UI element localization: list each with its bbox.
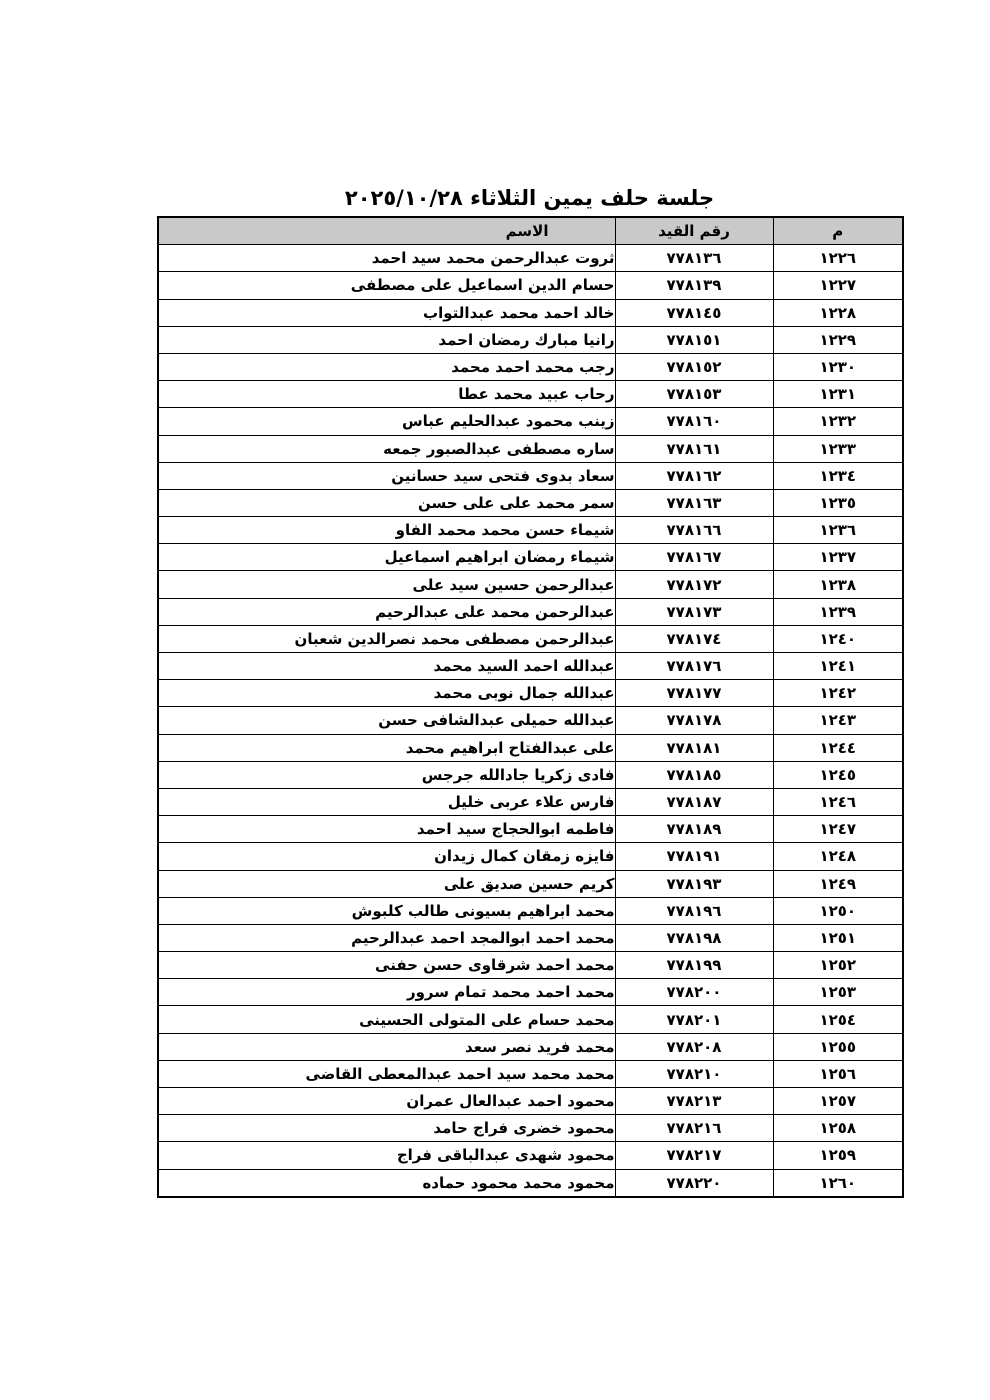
row-name: رانيا مبارك رمضان احمد [158, 326, 615, 353]
row-seq-number: ١٢٥٢ [773, 952, 903, 979]
row-registration-number: ٧٧٨٢١٧ [615, 1142, 773, 1169]
oath-session-table [157, 216, 904, 1198]
table-row [158, 653, 903, 680]
row-seq-number: ١٢٣٥ [773, 489, 903, 516]
table-row [158, 707, 903, 734]
table-row [158, 843, 903, 870]
row-registration-number: ٧٧٨١٦٢ [615, 462, 773, 489]
header-registration-number: رقم القيد [615, 217, 773, 245]
row-registration-number: ٧٧٨١٧٨ [615, 707, 773, 734]
row-name: محمد فريد نصر سعد [158, 1033, 615, 1060]
row-seq-number: ١٢٥٠ [773, 897, 903, 924]
row-name: رجب محمد احمد محمد [158, 353, 615, 380]
table-row [158, 299, 903, 326]
row-seq-number: ١٢٢٨ [773, 299, 903, 326]
document-title: جلسة حلف يمين الثلاثاء ٢٠٢٥/١٠/٢٨ [344, 186, 715, 210]
row-registration-number: ٧٧٨١٧٢ [615, 571, 773, 598]
row-name: فايزه زمقان كمال زيدان [158, 843, 615, 870]
row-name: محمود محمد محمود حماده [158, 1169, 615, 1197]
row-seq-number: ١٢٦٠ [773, 1169, 903, 1197]
row-registration-number: ٧٧٨١٨٩ [615, 816, 773, 843]
row-name: شيماء حسن محمد محمد الفاو [158, 517, 615, 544]
table-row [158, 788, 903, 815]
table-header-row [158, 217, 903, 245]
row-name: محمد حسام على المتولى الحسينى [158, 1006, 615, 1033]
table-row [158, 598, 903, 625]
row-name: فاطمه ابوالحجاج سيد احمد [158, 816, 615, 843]
row-name: شيماء رمضان ابراهيم اسماعيل [158, 544, 615, 571]
row-seq-number: ١٢٤١ [773, 653, 903, 680]
table-row [158, 897, 903, 924]
row-registration-number: ٧٧٨٢١٣ [615, 1088, 773, 1115]
row-name: خالد احمد محمد عبدالتواب [158, 299, 615, 326]
table-row [158, 353, 903, 380]
row-seq-number: ١٢٥٥ [773, 1033, 903, 1060]
row-seq-number: ١٢٥٧ [773, 1088, 903, 1115]
row-registration-number: ٧٧٨١٦٣ [615, 489, 773, 516]
row-name: ساره مصطفى عبدالصبور جمعه [158, 435, 615, 462]
row-registration-number: ٧٧٨١٦٠ [615, 408, 773, 435]
table-row [158, 734, 903, 761]
row-registration-number: ٧٧٨١٥٣ [615, 381, 773, 408]
table-row [158, 517, 903, 544]
row-name: عبدالرحمن محمد على عبدالرحيم [158, 598, 615, 625]
row-seq-number: ١٢٤٠ [773, 625, 903, 652]
row-registration-number: ٧٧٨١٦٧ [615, 544, 773, 571]
row-registration-number: ٧٧٨١٩٦ [615, 897, 773, 924]
table-row [158, 979, 903, 1006]
row-name: سمر محمد على على حسن [158, 489, 615, 516]
row-registration-number: ٧٧٨١٨١ [615, 734, 773, 761]
row-seq-number: ١٢٢٦ [773, 245, 903, 272]
row-name: محمد احمد محمد تمام سرور [158, 979, 615, 1006]
row-registration-number: ٧٧٨١٧٦ [615, 653, 773, 680]
row-seq-number: ١٢٤٤ [773, 734, 903, 761]
row-seq-number: ١٢٤٨ [773, 843, 903, 870]
table-row [158, 435, 903, 462]
table-row [158, 625, 903, 652]
table-row [158, 1169, 903, 1197]
row-name: محمد احمد ابوالمجد احمد عبدالرحيم [158, 924, 615, 951]
table-row [158, 1115, 903, 1142]
row-seq-number: ١٢٣٠ [773, 353, 903, 380]
row-registration-number: ٧٧٨١٩١ [615, 843, 773, 870]
row-registration-number: ٧٧٨٢١٠ [615, 1060, 773, 1087]
row-seq-number: ١٢٥١ [773, 924, 903, 951]
row-registration-number: ٧٧٨١٤٥ [615, 299, 773, 326]
row-seq-number: ١٢٤٣ [773, 707, 903, 734]
row-seq-number: ١٢٥٩ [773, 1142, 903, 1169]
row-registration-number: ٧٧٨٢٠٨ [615, 1033, 773, 1060]
row-name: ثروت عبدالرحمن محمد سيد احمد [158, 245, 615, 272]
table-row [158, 381, 903, 408]
row-seq-number: ١٢٤٦ [773, 788, 903, 815]
header-seq: م [773, 217, 903, 245]
table-row [158, 272, 903, 299]
row-seq-number: ١٢٤٢ [773, 680, 903, 707]
row-registration-number: ٧٧٨١٩٩ [615, 952, 773, 979]
table-row [158, 1060, 903, 1087]
row-name: محمد احمد شرقاوى حسن حفنى [158, 952, 615, 979]
row-registration-number: ٧٧٨٢١٦ [615, 1115, 773, 1142]
row-registration-number: ٧٧٨١٧٤ [615, 625, 773, 652]
table-body [158, 245, 903, 1197]
row-registration-number: ٧٧٨٢٠١ [615, 1006, 773, 1033]
table-row [158, 489, 903, 516]
table-row [158, 761, 903, 788]
row-registration-number: ٧٧٨١٩٣ [615, 870, 773, 897]
table-row [158, 1033, 903, 1060]
row-registration-number: ٧٧٨١٧٧ [615, 680, 773, 707]
row-seq-number: ١٢٤٥ [773, 761, 903, 788]
table-row [158, 870, 903, 897]
row-name: رحاب عبيد محمد عطا [158, 381, 615, 408]
table-row [158, 1142, 903, 1169]
table-row [158, 1006, 903, 1033]
table-row [158, 544, 903, 571]
row-seq-number: ١٢٣٩ [773, 598, 903, 625]
row-registration-number: ٧٧٨١٥١ [615, 326, 773, 353]
row-registration-number: ٧٧٨١٦٦ [615, 517, 773, 544]
row-registration-number: ٧٧٨١٣٦ [615, 245, 773, 272]
row-seq-number: ١٢٢٧ [773, 272, 903, 299]
row-name: فارس علاء عربى خليل [158, 788, 615, 815]
table-row [158, 952, 903, 979]
row-seq-number: ١٢٤٩ [773, 870, 903, 897]
row-registration-number: ٧٧٨١٩٨ [615, 924, 773, 951]
row-name: سعاد بدوى فتحى سيد حسانين [158, 462, 615, 489]
table-row [158, 462, 903, 489]
row-name: حسام الدين اسماعيل على مصطفى [158, 272, 615, 299]
row-registration-number: ٧٧٨١٥٢ [615, 353, 773, 380]
table-row [158, 326, 903, 353]
row-name: محمود خضرى فراج حامد [158, 1115, 615, 1142]
header-name: الاسم [158, 217, 615, 245]
row-seq-number: ١٢٣٢ [773, 408, 903, 435]
row-registration-number: ٧٧٨١٣٩ [615, 272, 773, 299]
row-name: عبدالله جمال نوبى محمد [158, 680, 615, 707]
table-row [158, 1088, 903, 1115]
row-seq-number: ١٢٥٣ [773, 979, 903, 1006]
row-registration-number: ٧٧٨٢٠٠ [615, 979, 773, 1006]
row-name: عبدالله حميلى عبدالشافى حسن [158, 707, 615, 734]
row-seq-number: ١٢٣٦ [773, 517, 903, 544]
row-name: محمود احمد عبدالعال عمران [158, 1088, 615, 1115]
row-seq-number: ١٢٤٧ [773, 816, 903, 843]
row-seq-number: ١٢٣٣ [773, 435, 903, 462]
row-seq-number: ١٢٥٨ [773, 1115, 903, 1142]
row-seq-number: ١٢٣٨ [773, 571, 903, 598]
row-name: عبدالله احمد السيد محمد [158, 653, 615, 680]
table-row [158, 408, 903, 435]
row-seq-number: ١٢٥٦ [773, 1060, 903, 1087]
row-registration-number: ٧٧٨١٨٥ [615, 761, 773, 788]
row-seq-number: ١٢٢٩ [773, 326, 903, 353]
row-seq-number: ١٢٣٧ [773, 544, 903, 571]
table-row [158, 571, 903, 598]
table-row [158, 924, 903, 951]
row-name: محمد محمد سيد احمد عبدالمعطى القاضى [158, 1060, 615, 1087]
row-seq-number: ١٢٥٤ [773, 1006, 903, 1033]
row-registration-number: ٧٧٨١٨٧ [615, 788, 773, 815]
row-name: فادى زكريا جادالله جرجس [158, 761, 615, 788]
row-name: على عبدالفتاح ابراهيم محمد [158, 734, 615, 761]
row-registration-number: ٧٧٨١٧٣ [615, 598, 773, 625]
row-name: كريم حسين صديق على [158, 870, 615, 897]
row-registration-number: ٧٧٨١٦١ [615, 435, 773, 462]
row-registration-number: ٧٧٨٢٢٠ [615, 1169, 773, 1197]
row-seq-number: ١٢٣١ [773, 381, 903, 408]
table-row [158, 816, 903, 843]
row-name: زينب محمود عبدالحليم عباس [158, 408, 615, 435]
table-row [158, 680, 903, 707]
row-name: عبدالرحمن مصطفى محمد نصرالدين شعبان [158, 625, 615, 652]
row-name: محمد ابراهيم بسيونى طالب كلبوش [158, 897, 615, 924]
row-seq-number: ١٢٣٤ [773, 462, 903, 489]
row-name: محمود شهدى عبدالباقى فراج [158, 1142, 615, 1169]
table-row [158, 245, 903, 272]
row-name: عبدالرحمن حسين سيد على [158, 571, 615, 598]
